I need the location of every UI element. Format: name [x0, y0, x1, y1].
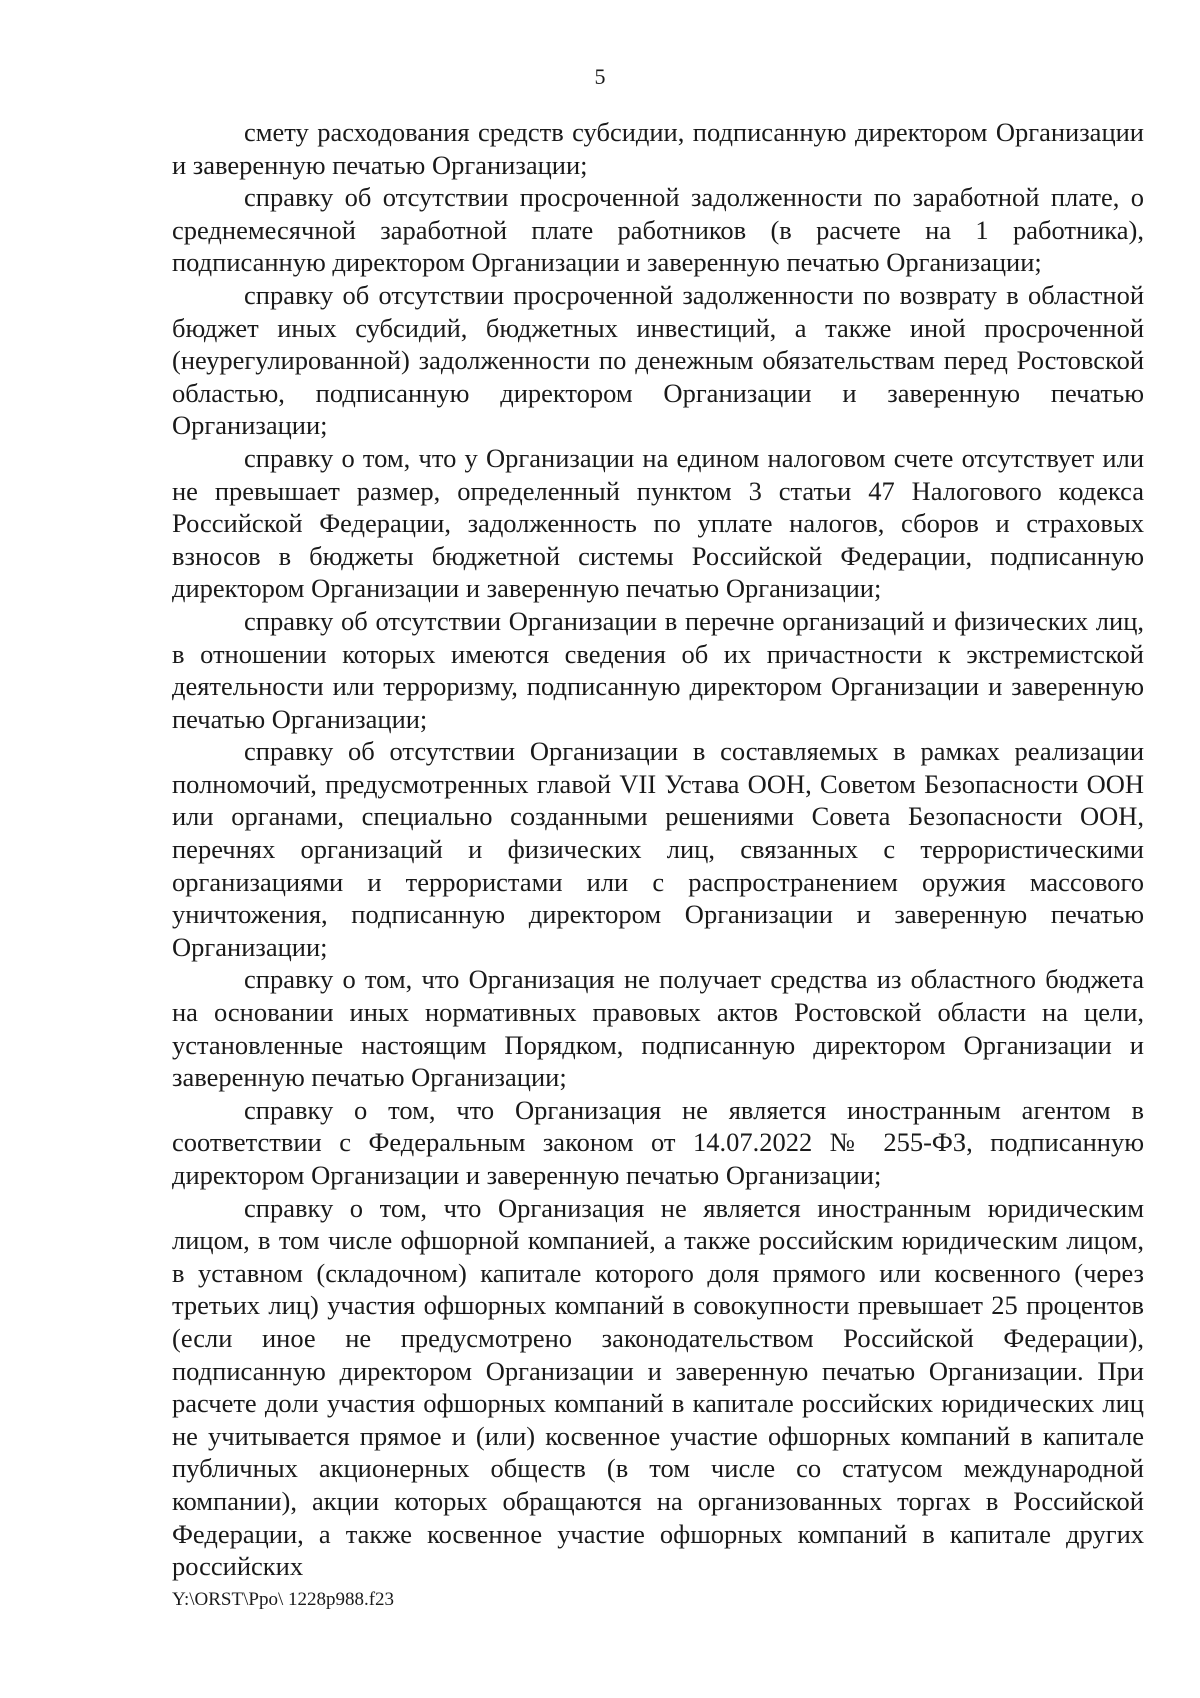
paragraph-9: справку о том, что Организация не является иностранным юридическим лицом, в том числе офшорной компанией, а также российским юридическим лицом, в уставном (складочном) капитале которого доля прямого или косвенного (через третьих лиц) участия офшорных компаний в совокупности превышает 25 процентов (если иное не предусмотрено законодательством Российской Федерации), подписанную директором Организации и заверенную печатью Организации. При расчете доли участия офшорных компаний в капитале российских юридических лиц не учитывается прямое и (или) косвенное участие офшорных компаний в капитале публичных акционерных обществ (в том числе со статусом международной компании), акции которых обращаются на организованных торгах в Российской Федерации, а также косвенное участие офшорных компаний в капитале других российских [172, 1192, 1144, 1582]
paragraph-2: справку об отсутствии просроченной задолженности по заработной плате, о среднемесячной заработной плате работников (в расчете на 1 работника), подписанную директором Организации и заверенную печатью Организации; [172, 182, 1144, 278]
footer-file-path: Y:\ORST\Ppo\ 1228p988.f23 [172, 1589, 395, 1610]
paragraph-3: справку об отсутствии просроченной задолженности по возврату в областной бюджет иных субсидий, бюджетных инвестиций, а также иной просроченной (неурегулированной) задолженности по денежным обязательствам перед Ростовской областью, подписанную директором Организации и заверенную печатью Организации; [172, 279, 1144, 441]
paragraph-6: справку об отсутствии Организации в составляемых в рамках реализации полномочий, предусмотренных главой VII Устава ООН, Советом Безопасности ООН или органами, специально созданными решениями Совета Безопасности ООН, перечнях организаций и физических лиц, связанных с террористическими организациями и террористами или с распространением оружия массового уничтожения, подписанную директором Организации и заверенную печатью Организации; [172, 736, 1144, 962]
paragraph-4: справку о том, что у Организации на едином налоговом счете отсутствует или не превышает размер, определенный пунктом 3 статьи 47 Налогового кодекса Российской Федерации, задолженность по уплате налогов, сборов и страховых взносов в бюджеты бюджетной системы Российской Федерации, подписанную директором Организации и заверенную печатью Организации; [172, 442, 1144, 604]
paragraph-5: справку об отсутствии Организации в перечне организаций и физических лиц, в отношении которых имеются сведения об их причастности к экстремистской деятельности или терроризму, подписанную директором Организации и заверенную печатью Организации; [172, 605, 1144, 734]
document-body [172, 116, 1144, 1583]
paragraph-7: справку о том, что Организация не получает средства из областного бюджета на основании иных нормативных правовых актов Ростовской области на цели, установленные настоящим Порядком, подписанную директором Организации и заверенную печатью Организации; [172, 964, 1144, 1093]
paragraph-1: смету расходования средств субсидии, подписанную директором Организации и заверенную печатью Организации; [172, 117, 1144, 180]
paragraph-8: справку о том, что Организация не является иностранным агентом в соответствии с Федеральным законом от 14.07.2022 № 255-ФЗ, подписанную директором Организации и заверенную печатью Организации; [172, 1094, 1144, 1190]
page-number: 5 [594, 64, 606, 89]
